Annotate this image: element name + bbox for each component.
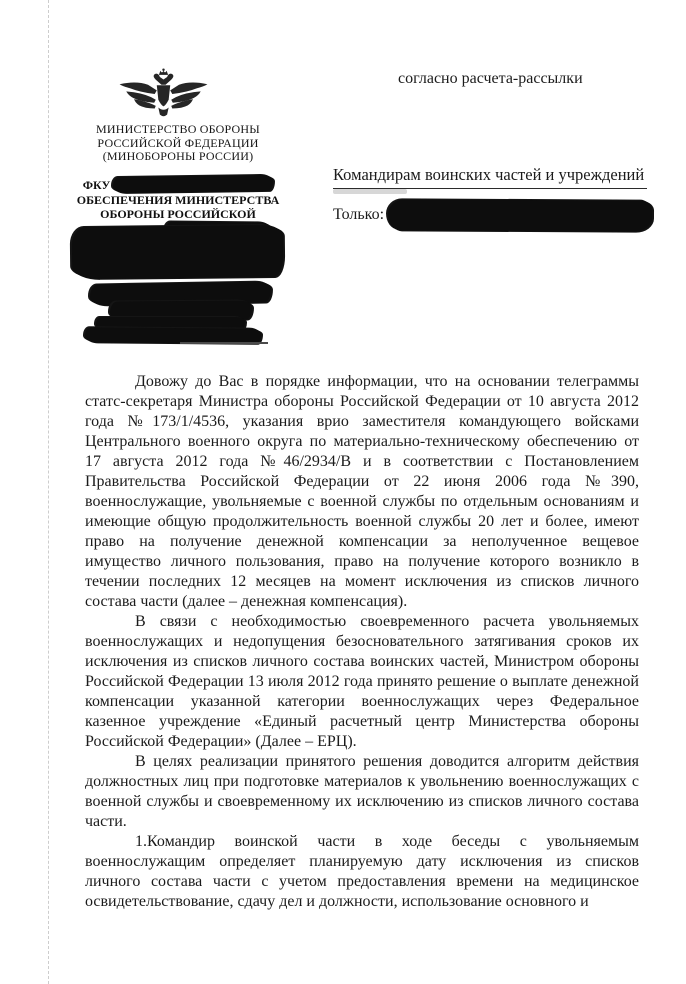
ministry-line-1: МИНИСТЕРСТВО ОБОРОНЫ	[96, 122, 260, 136]
body-paragraph-1: Довожу до Вас в порядке информации, что на основании телеграммы статс-секретаря Министра обороны Российской Федерации от 10 августа 2012 года №173/1/4536, указания врио заместителя командующего войсками Центрального военного округа по материально-техническому обеспечению от 17 августа 2012 года №46/2934/В и в соответствии с Постановлением Правительства Российской Федерации от 22 июня 2006 года №390, военнослужащие, увольняемые с военной службы по отдельным основаниям и имеющие общую продолжительность военной службы 20 лет и более, имеют право на получение денежной компенсации за неполученное вещевое имущество личного пользования, право на получение которого возникло в течении последних 12 месяцев на момент исключения из списков личного состава части (далее – денежная компенсация).	[85, 373, 639, 610]
double-headed-eagle-emblem-icon	[117, 66, 210, 121]
redacted-contact-underline	[180, 342, 268, 344]
redaction-block	[113, 175, 273, 193]
scan-smudge-artifact	[333, 189, 407, 194]
redaction-block	[72, 225, 284, 279]
org-line-2: ОБЕСПЕЧЕНИЯ МИНИСТЕРСТВА	[76, 192, 280, 207]
ministry-line-3: (МИНОБОРОНЫ РОССИИ)	[102, 149, 254, 163]
body-paragraph-2: В связи с необходимостью своевременного расчета увольняемых военнослужащих и недопущения безосновательного затягивания сроков их исключения из списков личного состава воинских частей, Министром обороны Российской Федерации 13 июля 2012 года принято решение о выплате денежной компенсации указанной категории военнослужащих через Федеральное казенное учреждение «Единый расчетный центр Министерства обороны Российской Федерации» (Далее – ЕРЦ).	[85, 613, 639, 750]
ministry-name-block	[58, 123, 298, 164]
scan-edge-artifact	[48, 0, 49, 984]
letter-body	[85, 372, 639, 912]
ministry-line-2: РОССИЙСКОЙ ФЕДЕРАЦИИ	[97, 135, 259, 150]
body-paragraph-4: 1.Командир воинской части в ходе беседы с увольняемым военнослужащим определяет планируемую дату исключения из списков личного состава части с учетом предоставления времени на медицинское освидетельствование, сдачу дел и должности, использование основного и	[85, 833, 639, 910]
distribution-note: согласно расчета-рассылки	[398, 70, 583, 87]
body-paragraph-3: В целях реализации принятого решения доводится алгоритм действия должностных лиц при подготовке материалов к увольнению военнослужащих с военной службы и своевременному их исключению из списков личного состава части.	[85, 753, 639, 830]
only-label: Только:	[333, 206, 385, 223]
addressee-line	[333, 165, 653, 189]
redaction-block	[388, 199, 652, 231]
org-line-3: ОБОРОНЫ РОССИЙСКОЙ	[100, 207, 256, 221]
org-line-1-prefix: ФКУ	[82, 178, 111, 192]
addressee-text: Командирам воинских частей и учреждений	[333, 165, 647, 189]
